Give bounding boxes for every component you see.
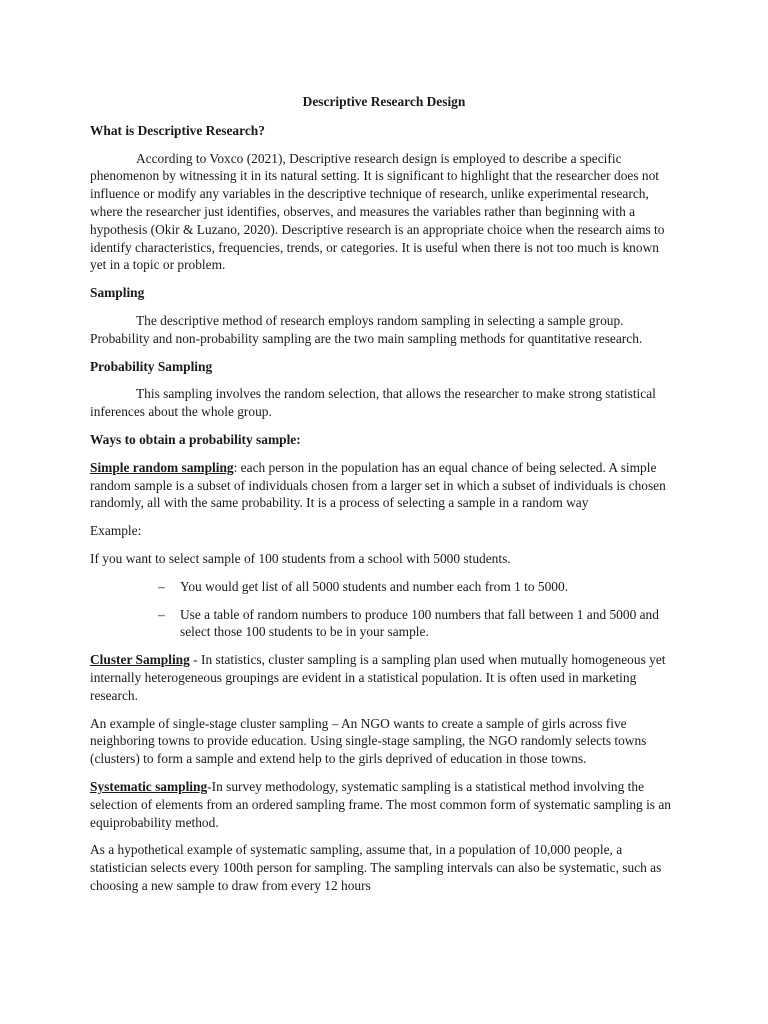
definition-systematic-sampling: -In survey methodology, systematic sampling is a statistical method involving the selection of elements from an ordered sampling frame. The most common form of systematic sampling is an equiprobability method.: [90, 778, 671, 830]
term-simple-random-sampling: Simple random sampling: [90, 459, 234, 475]
paragraph-systematic: [90, 778, 678, 831]
paragraph-sampling: The descriptive method of research employs random sampling in selecting a sample group. Probability and non-probability sampling are the two main sampling methods for quantitative research.: [90, 312, 643, 346]
paragraph-simple-random: [90, 459, 678, 512]
heading-probability-sampling: Probability Sampling: [90, 358, 213, 374]
example-steps-list: [90, 578, 678, 641]
paragraph-what-is: According to Voxco (2021), Descriptive research design is employed to describe a specific phenomenon by witnessing it in its natural setting. It is significant to highlight that the researcher does not influence or modify any variables in the descriptive technique of research, unlike experimental research, where the researcher just identifies, observes, and measures the variables rather than beginning with a hypothesis (Okir & Luzano, 2020). Descriptive research is an appropriate choice when the research aims to identify characteristics, frequencies, trends, or categories. It is useful when there is not too much is known yet in a topic or problem.: [90, 150, 665, 273]
term-systematic-sampling: Systematic sampling: [90, 778, 208, 794]
paragraph-cluster-example: An example of single-stage cluster sampling – An NGO wants to create a sample of girls across five neighboring towns to provide education. Using single-stage sampling, the NGO randomly selects towns (clusters) to form a sample and extend help to the girls deprived of education in those towns.: [90, 715, 647, 767]
document-body: [90, 93, 678, 905]
definition-cluster-sampling: - In statistics, cluster sampling is a sampling plan used when mutually homogeneous yet internally heterogeneous groupings are evident in a statistical population. It is often used in marketing research.: [90, 652, 666, 703]
list-item: – Use a table of random numbers to produce 100 numbers that fall between 1 and 5000 and select those 100 students to be in your sample.: [180, 606, 678, 642]
example-label: Example:: [90, 523, 142, 539]
paragraph-systematic-example: As a hypothetical example of systematic sampling, assume that, in a population of 10,000 people, a statistician selects every 100th person for sampling. The sampling intervals can also be systematic, such as choosing a new sample to draw from every 12 hours: [90, 842, 662, 893]
heading-sampling: Sampling: [90, 285, 145, 301]
heading-what-is: What is Descriptive Research?: [90, 122, 265, 138]
paragraph-probability-sampling: This sampling involves the random selection, that allows the researcher to make strong statistical inferences about the whole group.: [90, 386, 656, 420]
definition-simple-random-sampling: : each person in the population has an equal chance of being selected. A simple random sample is a subset of individuals chosen from a larger set in which a subset of individuals is chosen randomly, all with the same probability. It is a process of selecting a sample in a random way: [90, 459, 666, 511]
term-cluster-sampling: Cluster Sampling: [90, 652, 190, 668]
list-item: – You would get list of all 5000 students and number each from 1 to 5000.: [180, 578, 678, 596]
example-intro: If you want to select sample of 100 students from a school with 5000 students.: [90, 550, 511, 566]
paragraph-cluster: [90, 651, 678, 704]
heading-ways: Ways to obtain a probability sample:: [90, 431, 301, 447]
document-title: Descriptive Research Design: [302, 94, 466, 109]
